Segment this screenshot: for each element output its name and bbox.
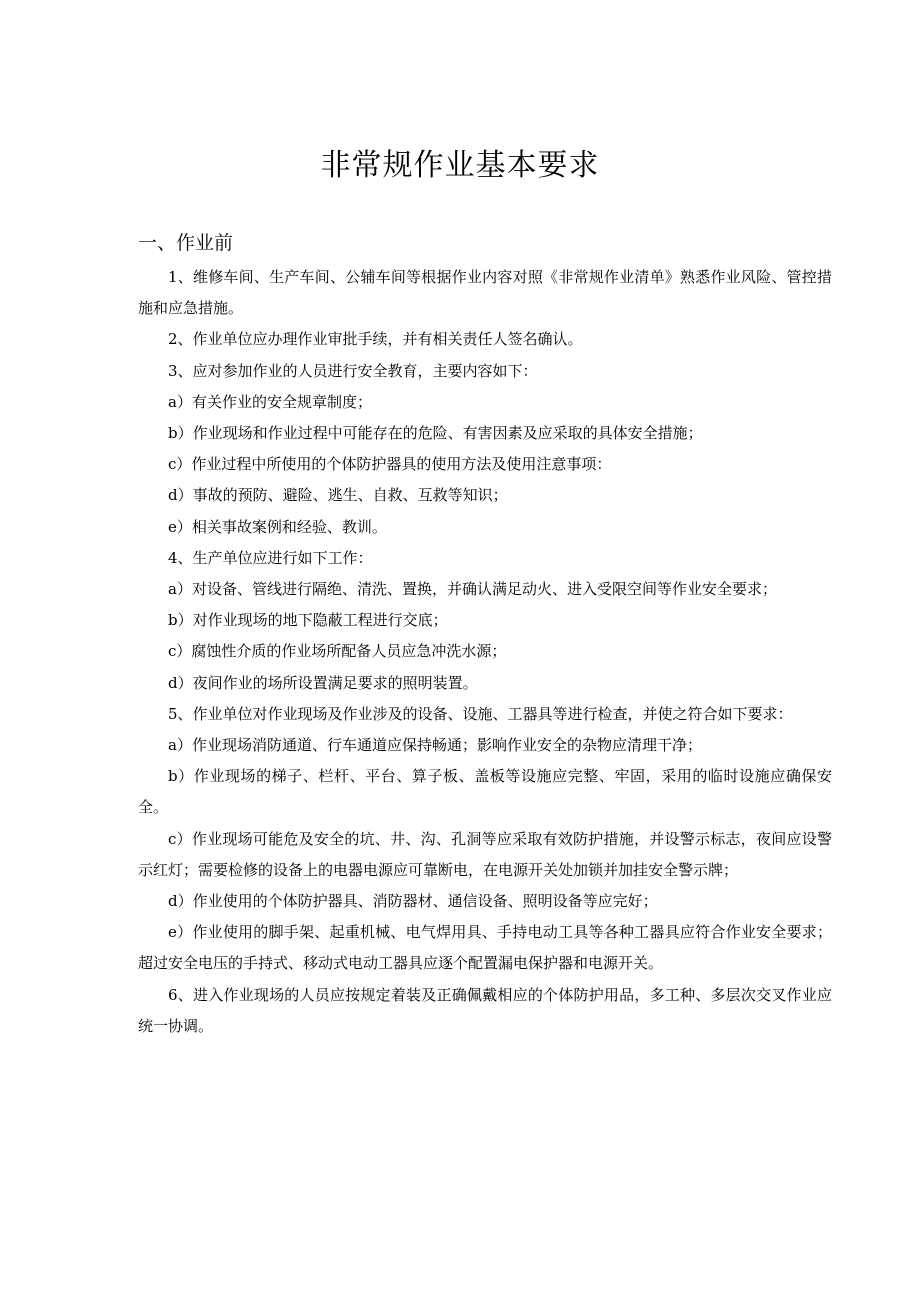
section-heading-before-work: 一、作业前	[138, 232, 234, 254]
paragraph: d）事故的预防、避险、逃生、自救、互救等知识；	[168, 486, 508, 505]
paragraph: a）作业现场消防通道、行车通道应保持畅通；影响作业安全的杂物应清理干净；	[168, 736, 702, 755]
paragraph: b）对作业现场的地下隐蔽工程进行交底；	[168, 611, 448, 630]
paragraph: b）作业现场的梯子、栏杆、平台、算子板、盖板等设施应完整、牢固，采用的临时设施应确保安全。	[138, 767, 832, 817]
paragraph: d）夜间作业的场所设置满足要求的照明装置。	[168, 673, 478, 692]
paragraph: 4、生产单位应进行如下工作：	[168, 548, 373, 567]
paragraph: c）作业现场可能危及安全的坑、井、沟、孔洞等应采取有效防护措施，并设警示标志，夜间应设警示红灯；需要检修的设备上的电器电源应可靠断电，在电源开关处加锁并加挂安全警示牌；	[138, 829, 832, 879]
document-title: 非常规作业基本要求	[320, 148, 600, 183]
paragraph: c）作业过程中所使用的个体防护器具的使用方法及使用注意事项：	[168, 455, 612, 474]
paragraph: b）作业现场和作业过程中可能存在的危险、有害因素及应采取的具体安全措施；	[168, 424, 703, 443]
paragraph: 6、进入作业现场的人员应按规定着装及正确佩戴相应的个体防护用品，多工种、多层次交叉作业应统一协调。	[138, 985, 832, 1035]
paragraph: 1、维修车间、生产车间、公辅车间等根据作业内容对照《非常规作业清单》熟悉作业风险、管控措施和应急措施。	[138, 268, 832, 318]
paragraph: a）对设备、管线进行隔绝、清洗、置换，并确认满足动火、进入受限空间等作业安全要求；	[168, 580, 777, 599]
paragraph: e）作业使用的脚手架、起重机械、电气焊用具、手持电动工具等各种工器具应符合作业安全要求；超过安全电压的手持式、移动式电动工器具应逐个配置漏电保护器和电源开关。	[138, 923, 832, 973]
paragraph: c）腐蚀性介质的作业场所配备人员应急冲洗水源；	[168, 642, 507, 661]
paragraph: e）相关事故案例和经验、教训。	[168, 517, 387, 536]
paragraph: d）作业使用的个体防护器具、消防器材、通信设备、照明设备等应完好；	[168, 892, 658, 911]
paragraph: 2、作业单位应办理作业审批手续，并有相关责任人签名确认。	[168, 330, 583, 349]
paragraph: 5、作业单位对作业现场及作业涉及的设备、设施、工器具等进行检查，并使之符合如下要求：	[168, 704, 793, 723]
section-body	[138, 262, 832, 1042]
paragraph: a）有关作业的安全规章制度；	[168, 392, 372, 411]
paragraph: 3、应对参加作业的人员进行安全教育，主要内容如下：	[168, 361, 538, 380]
